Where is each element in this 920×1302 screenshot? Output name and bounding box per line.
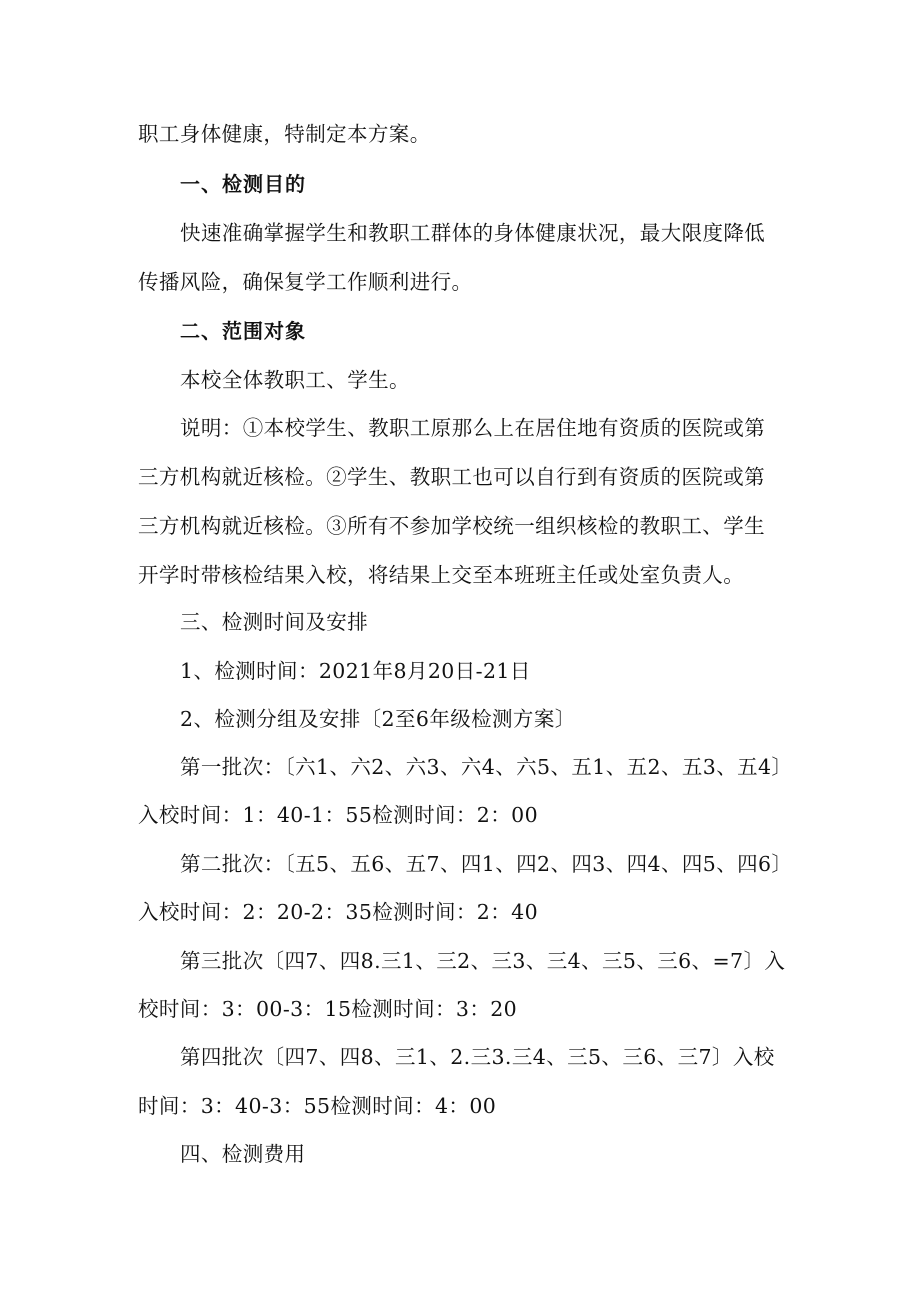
batch-3-times: 校时间：3：00-3：15检测时间：3：20 — [138, 997, 518, 1021]
schedule-grouping: 2、检测分组及安排〔2至6年级检测方案〕 — [180, 707, 576, 731]
note-paragraph-line-2: 三方机构就近核检。②学生、教职工也可以自行到有资质的医院或第 — [138, 465, 765, 489]
batch-2-times: 入校时间：2：20-2：35检测时间：2：40 — [138, 900, 539, 924]
schedule-date: 1、检测时间：2021年8月20日-21日 — [180, 659, 531, 683]
note-paragraph-line-1: 说明：①本校学生、教职工原那么上在居住地有资质的医院或第 — [180, 416, 766, 440]
section-heading-purpose: 一、检测目的 — [180, 172, 306, 196]
batch-4-classes: 第四批次〔四7、四8、三1、2.三3.三4、三5、三6、三7〕入校 — [180, 1045, 775, 1069]
batch-2-classes: 第二批次：〔五5、五6、五7、四1、四2、四3、四4、四5、四6〕 — [180, 852, 793, 876]
purpose-paragraph-line-2: 传播风险，确保复学工作顺利进行。 — [138, 270, 473, 294]
note-paragraph-line-4: 开学时带核检结果入校，将结果上交至本班班主任或处室负责人。 — [138, 563, 745, 587]
note-paragraph-line-3: 三方机构就近核检。③所有不参加学校统一组织核检的教职工、学生 — [138, 514, 765, 538]
purpose-paragraph-line-1: 快速准确掌握学生和教职工群体的身体健康状况，最大限度降低 — [180, 221, 766, 245]
batch-3-classes: 第三批次〔四7、四8.三1、三2、三3、三4、三5、三6、=7〕入 — [180, 949, 786, 973]
batch-4-times: 时间：3：40-3：55检测时间：4：00 — [138, 1094, 497, 1118]
section-heading-fees: 四、检测费用 — [180, 1142, 306, 1166]
section-heading-schedule: 三、检测时间及安排 — [180, 610, 369, 634]
scope-paragraph: 本校全体教职工、学生。 — [180, 368, 410, 392]
batch-1-times: 入校时间：1：40-1：55检测时间：2：00 — [138, 803, 539, 827]
section-heading-scope: 二、范围对象 — [180, 319, 306, 343]
intro-continuation: 职工身体健康，特制定本方案。 — [138, 122, 431, 146]
batch-1-classes: 第一批次：〔六1、六2、六3、六4、六5、五1、五2、五3、五4〕 — [180, 755, 793, 779]
